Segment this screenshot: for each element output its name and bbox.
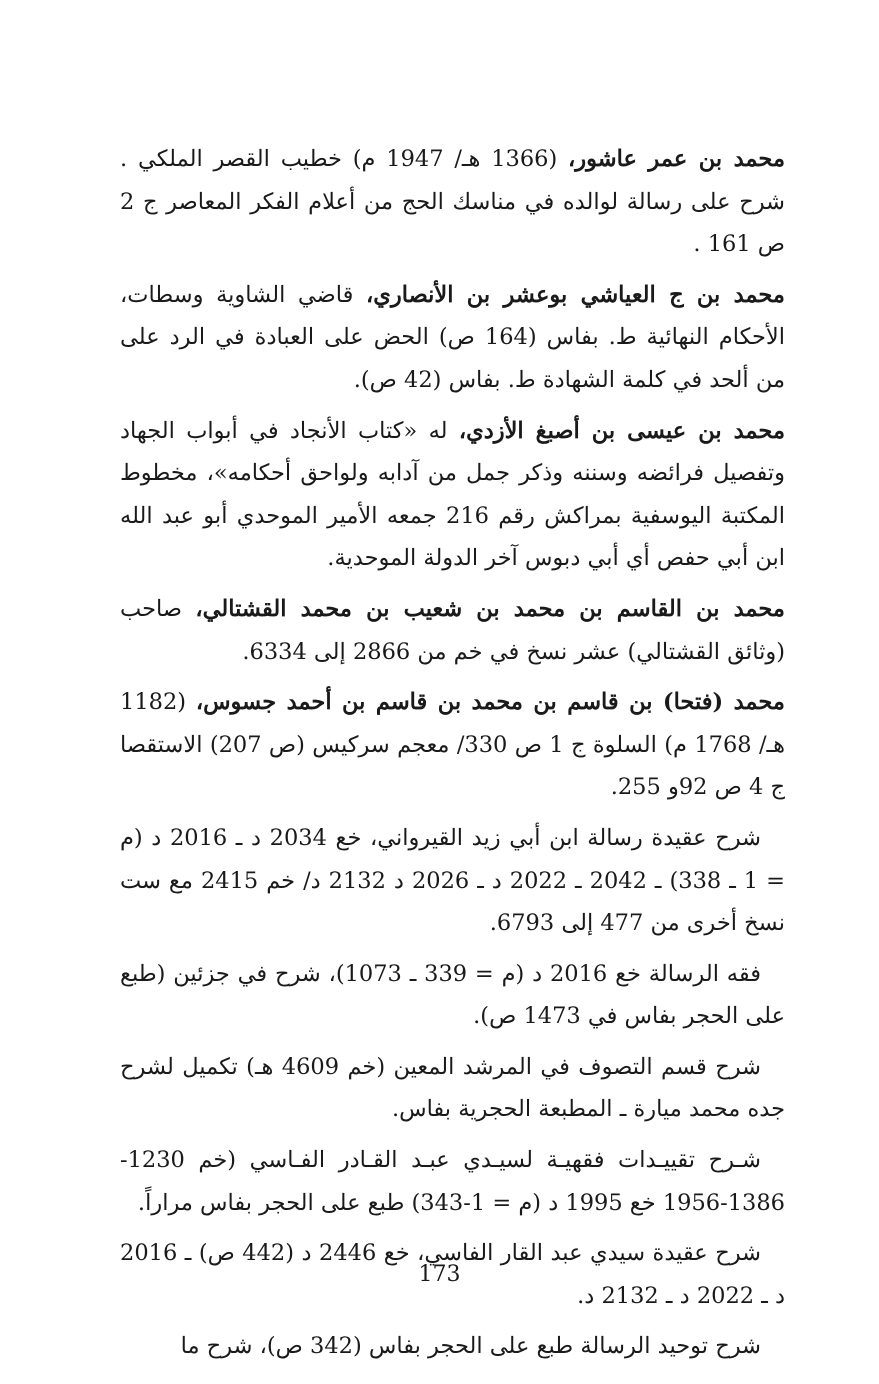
sub-entry-paragraph bbox=[120, 1046, 785, 1131]
entry-paragraph bbox=[120, 588, 785, 673]
entry-name: محمد بن عيسى بن أصبغ الأزدي، bbox=[458, 417, 785, 444]
entry-name: محمد بن عمر عاشور، bbox=[568, 146, 786, 172]
entry-text: (1366 هـ/ 1947 م) خطيب القصر الملكي . شرح على رسالة لوالده في مناسك الحج من أعلام الفكر المعاصر ج 2 ص 161 . bbox=[120, 146, 785, 258]
entry-name: محمد بن ج العياشي بوعشر بن الأنصاري، bbox=[366, 281, 785, 308]
entry-text: شرح قسم التصوف في المرشد المعين (خم 4609 هـ) تكميل لشرح جده محمد ميارة ـ المطبعة الحجرية بفاس. bbox=[120, 1053, 785, 1123]
entry-text: له «كتاب الأنجاد في أبواب الجهاد وتفصيل فرائضه وسننه وذكر جمل من آدابه ولواحق أحكامه»، مخطوط المكتبة اليوسفية بمراكش رقم 216 جمعه الأمير الموحدي أبو عبد الله ابن أبي حفص أي أبي دبوس آخر الدولة الموحدية. bbox=[120, 417, 786, 572]
sub-entry-paragraph bbox=[120, 1139, 785, 1224]
entry-paragraph bbox=[120, 274, 785, 402]
entry-text: شرح توحيد الرسالة طبع على الحجر بفاس (342 ص)، شرح ما bbox=[180, 1333, 761, 1360]
sub-entry-paragraph bbox=[120, 953, 785, 1038]
page-number: 173 bbox=[418, 1262, 461, 1287]
entry-text: (1182 هـ/ 1768 م) السلوة ج 1 ص 330/ معجم سركيس (ص 207) الاستقصا ج 4 ص 92و 255. bbox=[120, 689, 785, 801]
entry-text: شرح عقيدة رسالة ابن أبي زيد القيرواني، خع 2034 د ـ 2016 د (م = 1 ـ 338) ـ 2042 ـ 2022 د ـ 2026 د 2132 د/ خم 2415 مع ست نسخ أخرى من 477 إلى 6793. bbox=[120, 824, 785, 937]
entry-text: فقه الرسالة خع 2016 د (م = 339 ـ 1073)، شرح في جزئين (طبع على الحجر بفاس في 1473 ص). bbox=[120, 960, 785, 1030]
entry-name: محمد (فتحا) بن قاسم بن محمد بن قاسم بن أحمد جسوس، bbox=[195, 689, 785, 716]
entry-text: شرح عقيدة سيدي عبد القار الفاسي، خع 2446 د (442 ص) ـ 2016 د ـ 2022 د ـ 2132 د. bbox=[120, 1240, 785, 1309]
entry-text: صاحب (وثائق القشتالي) عشر نسخ في خم من 2866 إلى 6334. bbox=[120, 595, 785, 665]
sub-entry-paragraph bbox=[120, 817, 785, 945]
sub-entry-paragraph bbox=[120, 1325, 785, 1368]
entry-paragraph bbox=[120, 681, 785, 809]
entry-text: قاضي الشاوية وسطات، الأحكام النهائية ط. بفاس (164 ص) الحض على العبادة في الرد على من ألحد في كلمة الشهادة ط. بفاس (42 ص). bbox=[120, 281, 785, 393]
entry-paragraph bbox=[120, 138, 785, 266]
entry-paragraph bbox=[120, 410, 785, 580]
entry-text: شـرح تقييـدات فقهيـة لسيـدي عبـد القـادر الفـاسي (خم 1230-1386-1956 خع 1995 د (م = 1-343) طبع على الحجر بفاس مراراً. bbox=[120, 1147, 785, 1216]
entry-name: محمد بن القاسم بن محمد بن شعيب بن محمد القشتالي، bbox=[195, 595, 785, 622]
page-body bbox=[120, 138, 785, 1376]
